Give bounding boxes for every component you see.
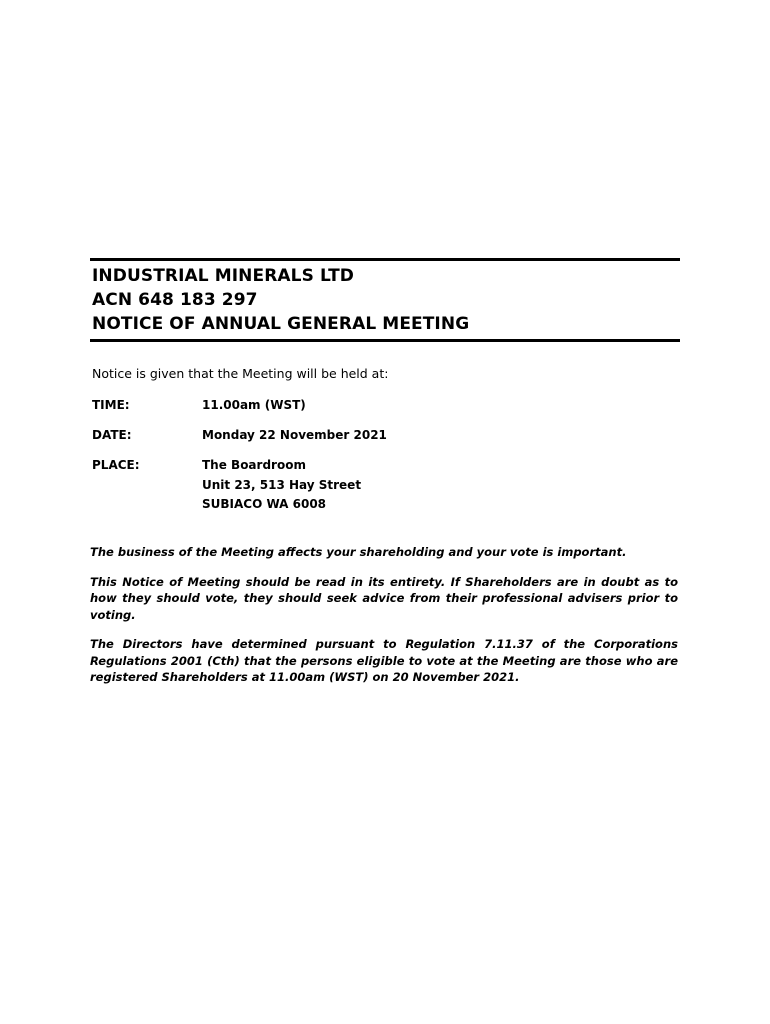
intro-text: Notice is given that the Meeting will be held at: xyxy=(92,366,389,381)
place-row xyxy=(92,456,672,515)
time-row xyxy=(92,396,672,416)
document-header xyxy=(90,258,680,342)
paragraph-read-entirety: This Notice of Meeting should be read in its entirety. If Shareholders are in doubt as to how they should vote, they should seek advice from their professional advisers prior to voting. xyxy=(90,574,678,622)
place-value xyxy=(202,456,361,515)
paragraph-importance: The business of the Meeting affects your shareholding and your vote is important. xyxy=(90,545,627,559)
place-label: PLACE: xyxy=(92,458,140,472)
company-name: INDUSTRIAL MINERALS LTD xyxy=(92,266,354,286)
date-row xyxy=(92,426,672,446)
notice-body xyxy=(90,544,678,699)
date-value: Monday 22 November 2021 xyxy=(202,428,387,442)
paragraph-voting-eligibility: The Directors have determined pursuant to Regulation 7.11.37 of the Corporations Regulations 2001 (Cth) that the persons eligible to vote at the Meeting are those who are registered Shareholders at 11.00am (WST) on 20 November 2021. xyxy=(90,637,678,684)
place-line-suburb: SUBIACO WA 6008 xyxy=(202,497,327,511)
date-label: DATE: xyxy=(92,428,132,442)
time-value: 11.00am (WST) xyxy=(202,398,306,412)
acn-number: ACN 648 183 297 xyxy=(92,290,258,310)
place-line-street: Unit 23, 513 Hay Street xyxy=(202,477,362,492)
notice-title: NOTICE OF ANNUAL GENERAL MEETING xyxy=(92,314,470,334)
place-line-venue: The Boardroom xyxy=(202,458,306,472)
meeting-details xyxy=(92,396,672,515)
title-block xyxy=(90,261,680,339)
time-label: TIME: xyxy=(92,398,130,412)
bottom-rule xyxy=(90,339,680,342)
